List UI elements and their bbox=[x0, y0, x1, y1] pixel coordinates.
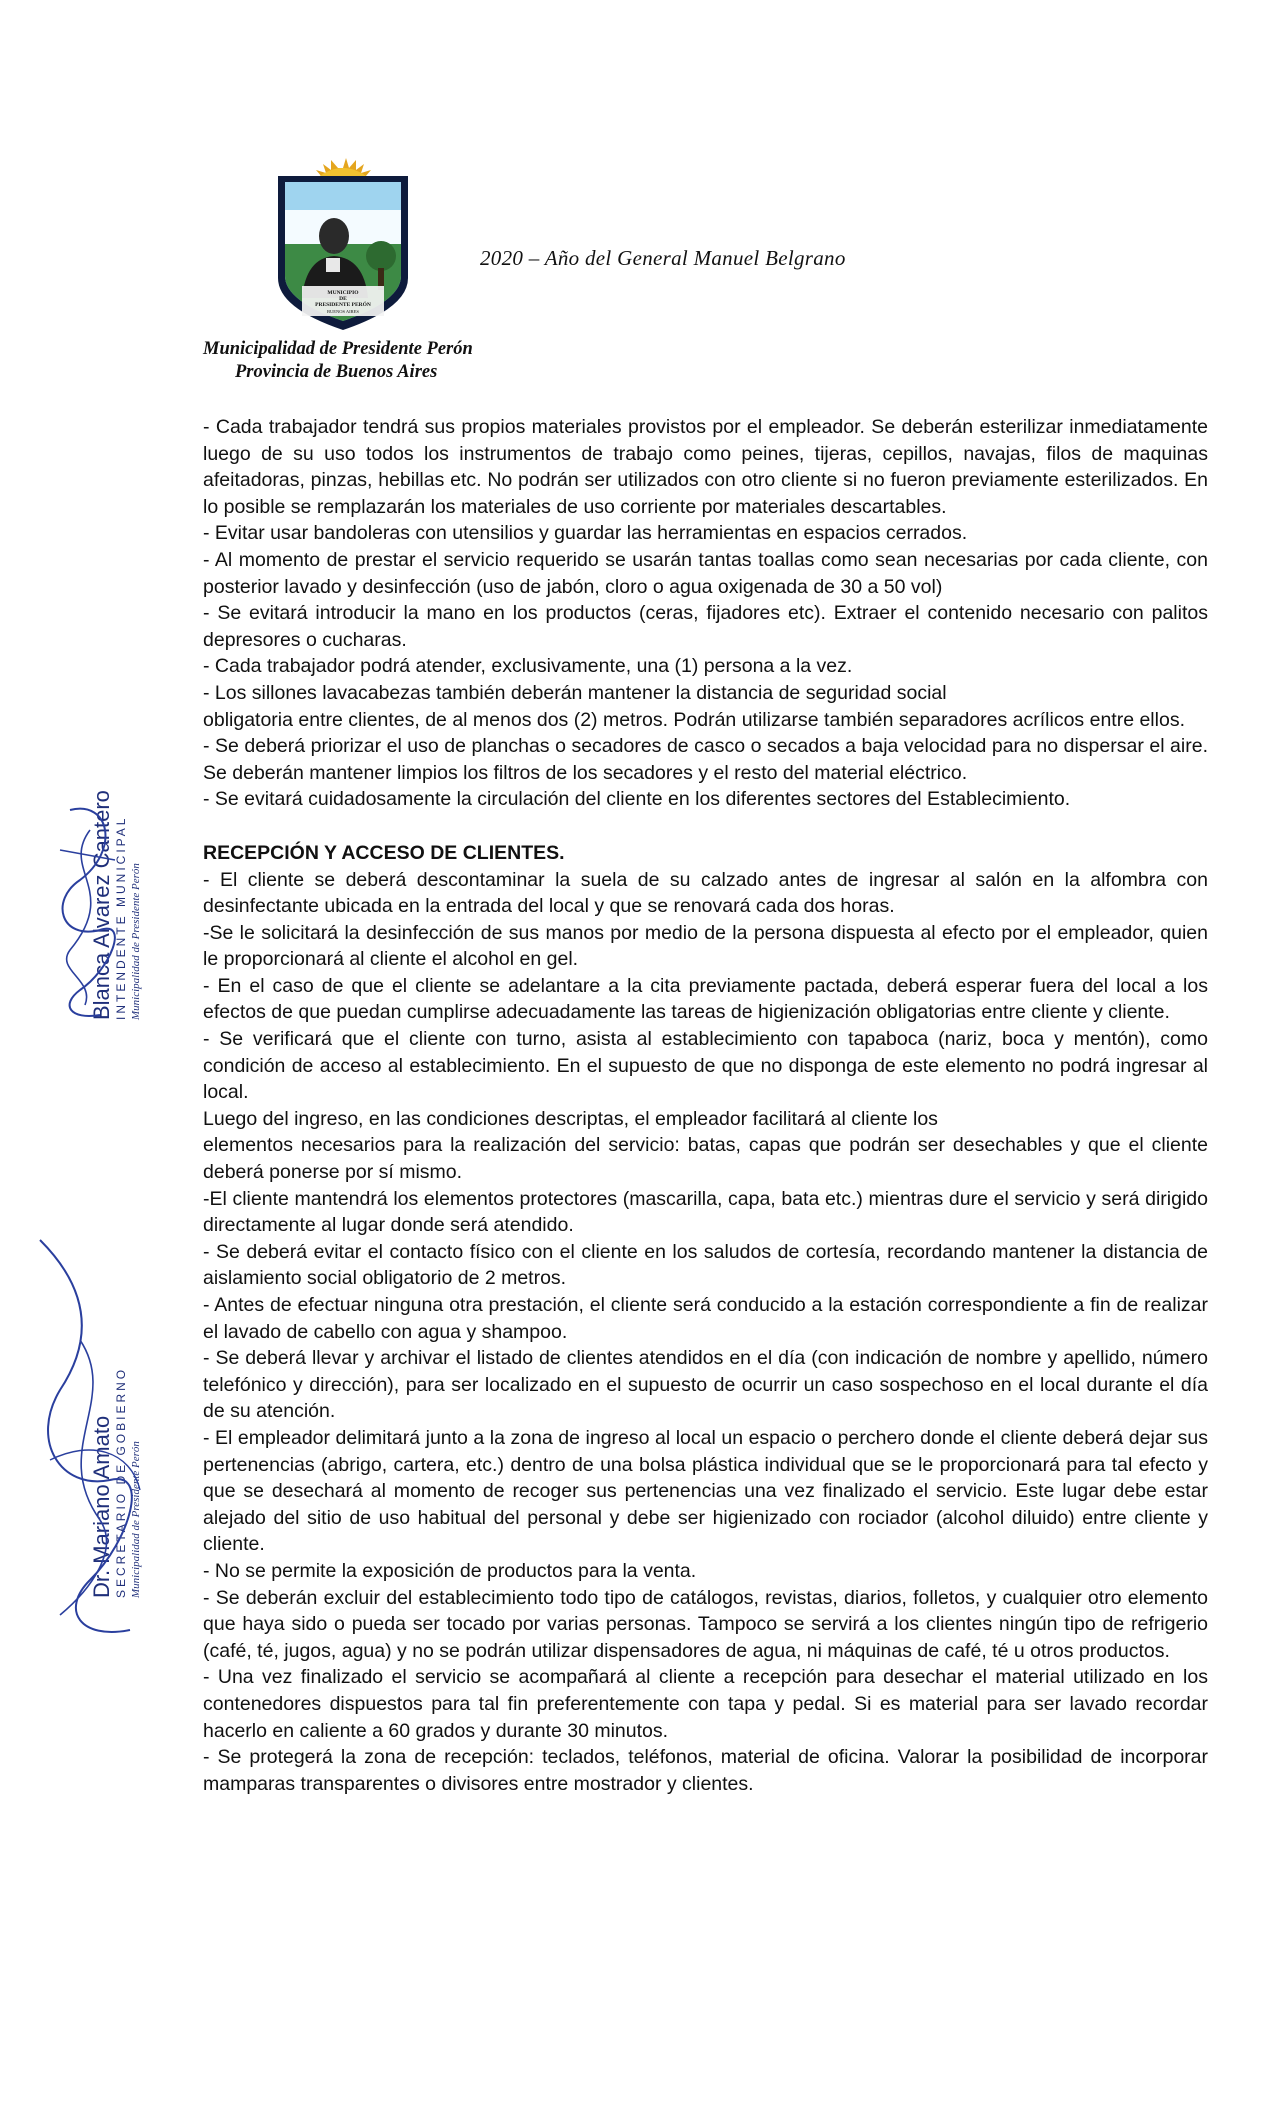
stamp-name: Blanca Alvarez Cantero bbox=[89, 790, 114, 1020]
paragraph: obligatoria entre clientes, de al menos dos (2) metros. Podrán utilizarse también separadores acrílicos entre ellos. bbox=[203, 708, 1185, 731]
section-heading: RECEPCIÓN Y ACCESO DE CLIENTES. bbox=[203, 841, 565, 864]
paragraph: -El cliente mantendrá los elementos protectores (mascarilla, capa, bata etc.) mientras dure el servicio y será dirigido directamente al lugar donde será atendido. bbox=[203, 1187, 1208, 1237]
crest-text-line-4: BUENOS AIRES bbox=[327, 309, 359, 314]
paragraph: - Se deberá llevar y archivar el listado de clientes atendidos en el día (con indicación de nombre y apellido, número telefónico y dirección), para ser localizado en el supuesto de ocurrir un caso sospechoso en el local durante el día de su atención. bbox=[203, 1347, 1208, 1423]
municipality-line-2: Provincia de Buenos Aires bbox=[235, 362, 438, 382]
paragraph: - En el caso de que el cliente se adelantare a la cita previamente pactada, deberá esperar fuera del local a los efectos de que puedan cumplirse adecuadamente las tareas de higienización obligatorias entre cliente y cliente. bbox=[203, 974, 1208, 1024]
paragraph: - Evitar usar bandoleras con utensilios y guardar las herramientas en espacios cerrados. bbox=[203, 522, 968, 545]
paragraph: - Se protegerá la zona de recepción: teclados, teléfonos, material de oficina. Valorar la posibilidad de incorporar mamparas transparentes o divisores entre mostrador y clientes. bbox=[203, 1746, 1208, 1795]
stamp-name: Dr. Mariano Amato bbox=[89, 1415, 114, 1598]
stamp-role: SECRETARIO DE GOBIERNO bbox=[114, 1366, 128, 1598]
paragraph: - El cliente se deberá descontaminar la suela de su calzado antes de ingresar al salón en la alfombra con desinfectante ubicada en la entrada del local y que se renovará cada dos horas. bbox=[203, 868, 1208, 918]
crest-text-line-3: PRESIDENTE PERÓN bbox=[315, 302, 371, 308]
paragraph: - Se deberá evitar el contacto físico con el cliente en los saludos de cortesía, recordando mantener la distancia de aislamiento social obligatorio de 2 metros. bbox=[203, 1240, 1208, 1290]
paragraph: - No se permite la exposición de productos para la venta. bbox=[203, 1559, 697, 1582]
paragraph: -Se le solicitará la desinfección de sus manos por medio de la persona dispuesta al efecto por el empleador, quien le proporcionará al cliente el alcohol en gel. bbox=[203, 921, 1208, 971]
stamp-municipality: Municipalidad de Presidente Perón bbox=[130, 1441, 142, 1598]
paragraph: - El empleador delimitará junto a la zona de ingreso al local un espacio o perchero donde el cliente deberá dejar sus pertenencias (abrigo, cartera, etc.) dentro de una bolsa plástica individual que se le proporcionará para tal efecto y que se desechará al momento de recoger sus pertenencias una vez finalizado el servicio. Este lugar debe estar alejado del sitio de uso habitual del personal y debe ser higienizado con rociador (alcohol diluido) entre cliente y cliente. bbox=[203, 1426, 1208, 1556]
stamp-municipality: Municipalidad de Presidente Perón bbox=[130, 863, 142, 1020]
paragraph: - Los sillones lavacabezas también deberán mantener la distancia de seguridad social bbox=[203, 681, 947, 704]
paragraph: - Se evitará introducir la mano en los productos (ceras, fijadores etc). Extraer el contenido necesario con palitos depresores o cucharas. bbox=[203, 602, 1208, 651]
spacer bbox=[203, 813, 1208, 840]
paragraph: Luego del ingreso, en las condiciones descriptas, el empleador facilitará al cliente los bbox=[203, 1107, 938, 1130]
paragraph: - Cada trabajador tendrá sus propios materiales provistos por el empleador. Se deberán esterilizar inmediatamente luego de su uso todos los instrumentos de trabajo como peines, tijeras, cepillos, navajas, filos de maquinas afeitadoras, pinzas, hebillas etc. No podrán ser utilizados con otro cliente si no fueron previamente esterilizados. En lo posible se remplazarán los materiales de uso corriente por materiales descartables. bbox=[203, 416, 1208, 518]
municipality-line-1: Municipalidad de Presidente Perón bbox=[203, 339, 473, 359]
paragraph: - Se deberá priorizar el uso de planchas o secadores de casco o secados a baja velocidad para no dispersar el aire. Se deberán mantener limpios los filtros de los secadores y el resto del material eléctrico. bbox=[203, 735, 1208, 784]
crest-text-line-1: MUNICIPIO bbox=[327, 290, 359, 296]
paragraph: - Cada trabajador podrá atender, exclusivamente, una (1) persona a la vez. bbox=[203, 655, 853, 678]
stamp-role: INTENDENTE MUNICIPAL bbox=[114, 815, 128, 1020]
handwritten-signature-1 bbox=[40, 790, 140, 1030]
municipality-header bbox=[203, 338, 473, 384]
paragraph: - Antes de efectuar ninguna otra prestación, el cliente será conducido a la estación correspondiente a fin de realizar el lavado de cabello con agua y shampoo. bbox=[203, 1294, 1208, 1343]
year-motto: 2020 – Año del General Manuel Belgrano bbox=[480, 246, 846, 270]
paragraph: - Una vez finalizado el servicio se acompañará al cliente a recepción para desechar el material utilizado en los contenedores dispuestos para tal fin preferentemente con tapa y pedal. Si es material para ser lavado recordar hacerlo en caliente a 60 grados y durante 30 minutos. bbox=[203, 1666, 1208, 1742]
paragraph: - Al momento de prestar el servicio requerido se usarán tantas toallas como sean necesarias por cada cliente, con posterior lavado y desinfección (uso de jabón, cloro o agua oxigenada de 30 a 50 vol) bbox=[203, 548, 1208, 598]
document-body bbox=[203, 414, 1208, 1797]
sun-icon bbox=[316, 158, 371, 178]
paragraph: - Se deberán excluir del establecimiento todo tipo de catálogos, revistas, diarios, folletos, y cualquier otro elemento que haya sido o pueda ser tocado por varias personas. Tampoco se servirá a los clientes ningún tipo de refrigerio (café, té, jugos, agua) y no se podrán utilizar dispensadores de agua, ni máquinas de café, té u otros productos. bbox=[203, 1586, 1208, 1662]
paragraph: - Se verificará que el cliente con turno, asista al establecimiento con tapaboca (nariz, boca y mentón), como condición de acceso al establecimiento. En el supuesto de que no disponga de este elemento no podrá ingresar al local. bbox=[203, 1028, 1208, 1104]
handwritten-signature-2 bbox=[20, 1220, 170, 1650]
municipal-crest-logo bbox=[272, 158, 414, 333]
crest-text-line-2: DE bbox=[339, 296, 347, 302]
paragraph: elementos necesarios para la realización del servicio: batas, capas que podrán ser desechables y que el cliente deberá ponerse por sí mismo. bbox=[203, 1134, 1208, 1184]
paragraph: - Se evitará cuidadosamente la circulación del cliente en los diferentes sectores del Establecimiento. bbox=[203, 788, 1071, 811]
